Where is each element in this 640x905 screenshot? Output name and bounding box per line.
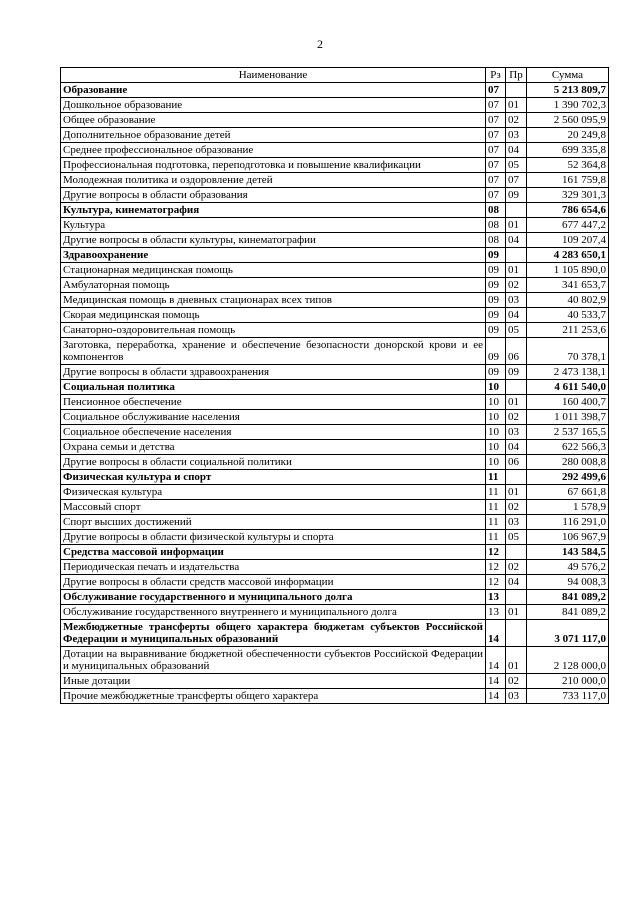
- table-row: [61, 233, 609, 248]
- cell-sum: 2 473 138,1: [527, 365, 609, 380]
- cell-pr: 05: [506, 323, 527, 338]
- cell-pr: 03: [506, 293, 527, 308]
- cell-name: Другие вопросы в области социальной политики: [61, 455, 486, 470]
- cell-name: Здравоохранение: [61, 248, 486, 263]
- table-row: [61, 605, 609, 620]
- cell-sum: 49 576,2: [527, 560, 609, 575]
- cell-sum: 40 533,7: [527, 308, 609, 323]
- cell-pr: [506, 203, 527, 218]
- cell-rz: 11: [486, 500, 506, 515]
- cell-pr: 04: [506, 143, 527, 158]
- table-row: [61, 308, 609, 323]
- table-row: [61, 455, 609, 470]
- cell-pr: [506, 545, 527, 560]
- cell-rz: 12: [486, 560, 506, 575]
- cell-pr: 03: [506, 128, 527, 143]
- cell-sum: 2 128 000,0: [527, 647, 609, 674]
- cell-rz: 10: [486, 395, 506, 410]
- cell-pr: 06: [506, 455, 527, 470]
- cell-rz: 08: [486, 233, 506, 248]
- cell-name: Прочие межбюджетные трансферты общего характера: [61, 689, 486, 704]
- cell-sum: 786 654,6: [527, 203, 609, 218]
- table-row: [61, 188, 609, 203]
- table-row: [61, 278, 609, 293]
- cell-name: Межбюджетные трансферты общего характера бюджетам субъектов Российской Федерации и муниципальных образований: [61, 620, 486, 647]
- cell-pr: 02: [506, 410, 527, 425]
- cell-sum: 211 253,6: [527, 323, 609, 338]
- cell-name: Другие вопросы в области здравоохранения: [61, 365, 486, 380]
- cell-name: Средства массовой информации: [61, 545, 486, 560]
- cell-rz: 09: [486, 293, 506, 308]
- table-row: [61, 173, 609, 188]
- cell-sum: 143 584,5: [527, 545, 609, 560]
- cell-sum: 1 011 398,7: [527, 410, 609, 425]
- cell-sum: 116 291,0: [527, 515, 609, 530]
- cell-pr: 05: [506, 158, 527, 173]
- cell-sum: 106 967,9: [527, 530, 609, 545]
- table-row: [61, 113, 609, 128]
- cell-name: Заготовка, переработка, хранение и обеспечение безопасности донорской крови и ее компонентов: [61, 338, 486, 365]
- cell-pr: 02: [506, 113, 527, 128]
- cell-name: Культура: [61, 218, 486, 233]
- cell-name: Амбулаторная помощь: [61, 278, 486, 293]
- cell-sum: 70 378,1: [527, 338, 609, 365]
- cell-pr: 01: [506, 395, 527, 410]
- table-row: [61, 143, 609, 158]
- table-section-row: [61, 620, 609, 647]
- cell-name: Санаторно-оздоровительная помощь: [61, 323, 486, 338]
- cell-pr: 04: [506, 575, 527, 590]
- cell-rz: 07: [486, 188, 506, 203]
- cell-sum: 841 089,2: [527, 605, 609, 620]
- table-section-row: [61, 380, 609, 395]
- table-row: [61, 263, 609, 278]
- table-row: [61, 293, 609, 308]
- cell-name: Социальное обеспечение населения: [61, 425, 486, 440]
- cell-rz: 12: [486, 545, 506, 560]
- cell-rz: 10: [486, 380, 506, 395]
- cell-sum: 94 008,3: [527, 575, 609, 590]
- cell-rz: 07: [486, 113, 506, 128]
- cell-sum: 20 249,8: [527, 128, 609, 143]
- cell-rz: 13: [486, 590, 506, 605]
- cell-name: Иные дотации: [61, 674, 486, 689]
- cell-name: Спорт высших достижений: [61, 515, 486, 530]
- cell-rz: 11: [486, 530, 506, 545]
- cell-sum: 733 117,0: [527, 689, 609, 704]
- table-row: [61, 515, 609, 530]
- cell-rz: 14: [486, 689, 506, 704]
- cell-sum: 4 611 540,0: [527, 380, 609, 395]
- table-row: [61, 425, 609, 440]
- cell-rz: 11: [486, 485, 506, 500]
- table-section-row: [61, 203, 609, 218]
- table-row: [61, 530, 609, 545]
- cell-rz: 08: [486, 218, 506, 233]
- cell-sum: 3 071 117,0: [527, 620, 609, 647]
- cell-name: Обслуживание государственного и муниципального долга: [61, 590, 486, 605]
- cell-sum: 341 653,7: [527, 278, 609, 293]
- cell-sum: 109 207,4: [527, 233, 609, 248]
- cell-pr: 09: [506, 365, 527, 380]
- table-section-row: [61, 470, 609, 485]
- table-row: [61, 485, 609, 500]
- header-name: Наименование: [61, 68, 486, 83]
- cell-rz: 09: [486, 263, 506, 278]
- header-sum: Сумма: [527, 68, 609, 83]
- cell-name: Образование: [61, 83, 486, 98]
- cell-rz: 09: [486, 308, 506, 323]
- cell-name: Другие вопросы в области культуры, кинематографии: [61, 233, 486, 248]
- table-row: [61, 674, 609, 689]
- cell-name: Пенсионное обеспечение: [61, 395, 486, 410]
- cell-sum: 2 560 095,9: [527, 113, 609, 128]
- cell-rz: 07: [486, 143, 506, 158]
- cell-pr: 04: [506, 440, 527, 455]
- cell-pr: 04: [506, 233, 527, 248]
- cell-sum: 1 578,9: [527, 500, 609, 515]
- cell-name: Дошкольное образование: [61, 98, 486, 113]
- cell-pr: 01: [506, 485, 527, 500]
- table-row: [61, 689, 609, 704]
- cell-name: Другие вопросы в области образования: [61, 188, 486, 203]
- table-section-row: [61, 545, 609, 560]
- cell-rz: 09: [486, 338, 506, 365]
- cell-rz: 07: [486, 158, 506, 173]
- table-row: [61, 395, 609, 410]
- cell-sum: 699 335,8: [527, 143, 609, 158]
- cell-name: Скорая медицинская помощь: [61, 308, 486, 323]
- cell-rz: 12: [486, 575, 506, 590]
- cell-name: Медицинская помощь в дневных стационарах всех типов: [61, 293, 486, 308]
- cell-name: Физическая культура: [61, 485, 486, 500]
- cell-rz: 13: [486, 605, 506, 620]
- table-row: [61, 338, 609, 365]
- cell-pr: 01: [506, 98, 527, 113]
- cell-pr: [506, 248, 527, 263]
- table-row: [61, 128, 609, 143]
- cell-sum: 161 759,8: [527, 173, 609, 188]
- table-header-row: [61, 68, 609, 83]
- cell-sum: 67 661,8: [527, 485, 609, 500]
- cell-pr: 03: [506, 425, 527, 440]
- cell-sum: 40 802,9: [527, 293, 609, 308]
- table-section-row: [61, 590, 609, 605]
- cell-name: Периодическая печать и издательства: [61, 560, 486, 575]
- table-row: [61, 323, 609, 338]
- cell-sum: 4 283 650,1: [527, 248, 609, 263]
- cell-sum: 1 105 890,0: [527, 263, 609, 278]
- cell-sum: 2 537 165,5: [527, 425, 609, 440]
- cell-pr: [506, 83, 527, 98]
- cell-pr: [506, 380, 527, 395]
- budget-table: [60, 67, 609, 704]
- cell-sum: 1 390 702,3: [527, 98, 609, 113]
- cell-pr: 02: [506, 560, 527, 575]
- cell-name: Среднее профессиональное образование: [61, 143, 486, 158]
- cell-pr: 02: [506, 500, 527, 515]
- cell-pr: 02: [506, 278, 527, 293]
- cell-name: Культура, кинематография: [61, 203, 486, 218]
- cell-sum: 210 000,0: [527, 674, 609, 689]
- cell-pr: 02: [506, 674, 527, 689]
- cell-sum: 160 400,7: [527, 395, 609, 410]
- cell-rz: 07: [486, 98, 506, 113]
- cell-rz: 09: [486, 278, 506, 293]
- cell-rz: 10: [486, 455, 506, 470]
- cell-sum: 52 364,8: [527, 158, 609, 173]
- cell-rz: 11: [486, 470, 506, 485]
- cell-name: Общее образование: [61, 113, 486, 128]
- cell-pr: 03: [506, 515, 527, 530]
- cell-pr: 06: [506, 338, 527, 365]
- table-row: [61, 647, 609, 674]
- table-row: [61, 365, 609, 380]
- table-row: [61, 560, 609, 575]
- cell-sum: 292 499,6: [527, 470, 609, 485]
- cell-sum: 329 301,3: [527, 188, 609, 203]
- cell-name: Социальное обслуживание населения: [61, 410, 486, 425]
- cell-rz: 09: [486, 365, 506, 380]
- cell-rz: 10: [486, 410, 506, 425]
- cell-name: Профессиональная подготовка, переподготовка и повышение квалификации: [61, 158, 486, 173]
- cell-sum: 622 566,3: [527, 440, 609, 455]
- cell-name: Физическая культура и спорт: [61, 470, 486, 485]
- cell-pr: [506, 620, 527, 647]
- table-section-row: [61, 83, 609, 98]
- cell-pr: 01: [506, 263, 527, 278]
- cell-rz: 09: [486, 323, 506, 338]
- cell-sum: 841 089,2: [527, 590, 609, 605]
- cell-rz: 14: [486, 647, 506, 674]
- cell-sum: 5 213 809,7: [527, 83, 609, 98]
- table-section-row: [61, 248, 609, 263]
- cell-rz: 10: [486, 425, 506, 440]
- table-row: [61, 575, 609, 590]
- cell-name: Стационарная медицинская помощь: [61, 263, 486, 278]
- table-row: [61, 410, 609, 425]
- cell-rz: 14: [486, 620, 506, 647]
- cell-name: Обслуживание государственного внутреннего и муниципального долга: [61, 605, 486, 620]
- table-row: [61, 500, 609, 515]
- table-row: [61, 218, 609, 233]
- cell-rz: 14: [486, 674, 506, 689]
- cell-rz: 09: [486, 248, 506, 263]
- cell-pr: 05: [506, 530, 527, 545]
- cell-rz: 07: [486, 83, 506, 98]
- cell-name: Дотации на выравнивание бюджетной обеспеченности субъектов Российской Федерации и муниципальных образований: [61, 647, 486, 674]
- header-rz: Рз: [486, 68, 506, 83]
- cell-name: Другие вопросы в области физической культуры и спорта: [61, 530, 486, 545]
- cell-pr: [506, 470, 527, 485]
- cell-rz: 10: [486, 440, 506, 455]
- table-row: [61, 440, 609, 455]
- cell-sum: 280 008,8: [527, 455, 609, 470]
- cell-name: Другие вопросы в области средств массовой информации: [61, 575, 486, 590]
- cell-name: Охрана семьи и детства: [61, 440, 486, 455]
- table-row: [61, 158, 609, 173]
- cell-pr: 03: [506, 689, 527, 704]
- cell-name: Дополнительное образование детей: [61, 128, 486, 143]
- page-number: 2: [317, 37, 323, 51]
- cell-sum: 677 447,2: [527, 218, 609, 233]
- cell-rz: 08: [486, 203, 506, 218]
- cell-pr: 01: [506, 218, 527, 233]
- header-pr: Пр: [506, 68, 527, 83]
- cell-rz: 07: [486, 173, 506, 188]
- cell-name: Массовый спорт: [61, 500, 486, 515]
- cell-pr: 09: [506, 188, 527, 203]
- cell-rz: 07: [486, 128, 506, 143]
- cell-pr: 04: [506, 308, 527, 323]
- cell-pr: 01: [506, 647, 527, 674]
- cell-pr: 07: [506, 173, 527, 188]
- cell-name: Молодежная политика и оздоровление детей: [61, 173, 486, 188]
- table-row: [61, 98, 609, 113]
- cell-pr: 01: [506, 605, 527, 620]
- cell-name: Социальная политика: [61, 380, 486, 395]
- cell-rz: 11: [486, 515, 506, 530]
- cell-pr: [506, 590, 527, 605]
